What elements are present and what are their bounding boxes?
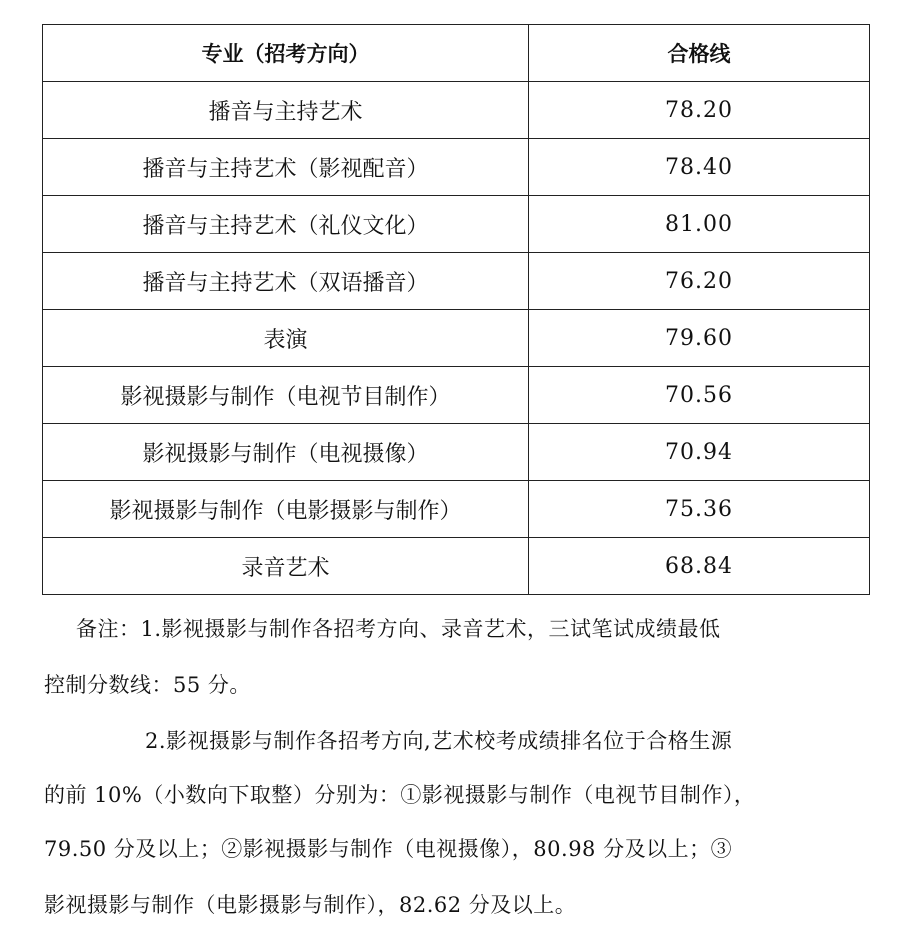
cell-score: 78.20 bbox=[529, 82, 870, 139]
table-row bbox=[43, 253, 870, 310]
cell-score: 75.36 bbox=[529, 481, 870, 538]
table-row bbox=[43, 139, 870, 196]
cell-score: 79.60 bbox=[529, 310, 870, 367]
note-1-line-1: 备注：1.影视摄影与制作各招考方向、录音艺术，三试笔试成绩最低 bbox=[76, 617, 721, 641]
cell-major: 影视摄影与制作（电影摄影与制作） bbox=[43, 481, 529, 538]
cell-major: 录音艺术 bbox=[43, 538, 529, 595]
cell-score: 68.84 bbox=[529, 538, 870, 595]
cell-major: 播音与主持艺术（礼仪文化） bbox=[43, 196, 529, 253]
table-row bbox=[43, 367, 870, 424]
cell-score: 70.56 bbox=[529, 367, 870, 424]
cell-score: 78.40 bbox=[529, 139, 870, 196]
table-header-row bbox=[43, 25, 870, 82]
cell-major: 播音与主持艺术 bbox=[43, 82, 529, 139]
cell-score: 76.20 bbox=[529, 253, 870, 310]
header-major: 专业（招考方向） bbox=[43, 25, 529, 82]
note-2-line-1: 2.影视摄影与制作各招考方向,艺术校考成绩排名位于合格生源 bbox=[145, 729, 733, 753]
note-1-line-2: 控制分数线：55 分。 bbox=[44, 673, 251, 697]
cell-score: 81.00 bbox=[529, 196, 870, 253]
table-row bbox=[43, 538, 870, 595]
cell-major: 影视摄影与制作（电视摄像） bbox=[43, 424, 529, 481]
cell-major: 播音与主持艺术（双语播音） bbox=[43, 253, 529, 310]
table-row bbox=[43, 481, 870, 538]
note-2-line-4: 影视摄影与制作（电影摄影与制作），82.62 分及以上。 bbox=[44, 893, 577, 917]
score-table bbox=[42, 24, 870, 595]
table-row bbox=[43, 310, 870, 367]
cell-major: 表演 bbox=[43, 310, 529, 367]
table-row bbox=[43, 82, 870, 139]
cell-score: 70.94 bbox=[529, 424, 870, 481]
table-row bbox=[43, 424, 870, 481]
note-2-line-3: 79.50 分及以上；②影视摄影与制作（电视摄像），80.98 分及以上；③ bbox=[44, 837, 733, 861]
header-score: 合格线 bbox=[529, 25, 870, 82]
note-2-line-2: 的前 10%（小数向下取整）分别为：①影视摄影与制作（电视节目制作）， bbox=[44, 783, 756, 807]
table-row bbox=[43, 196, 870, 253]
cell-major: 影视摄影与制作（电视节目制作） bbox=[43, 367, 529, 424]
cell-major: 播音与主持艺术（影视配音） bbox=[43, 139, 529, 196]
